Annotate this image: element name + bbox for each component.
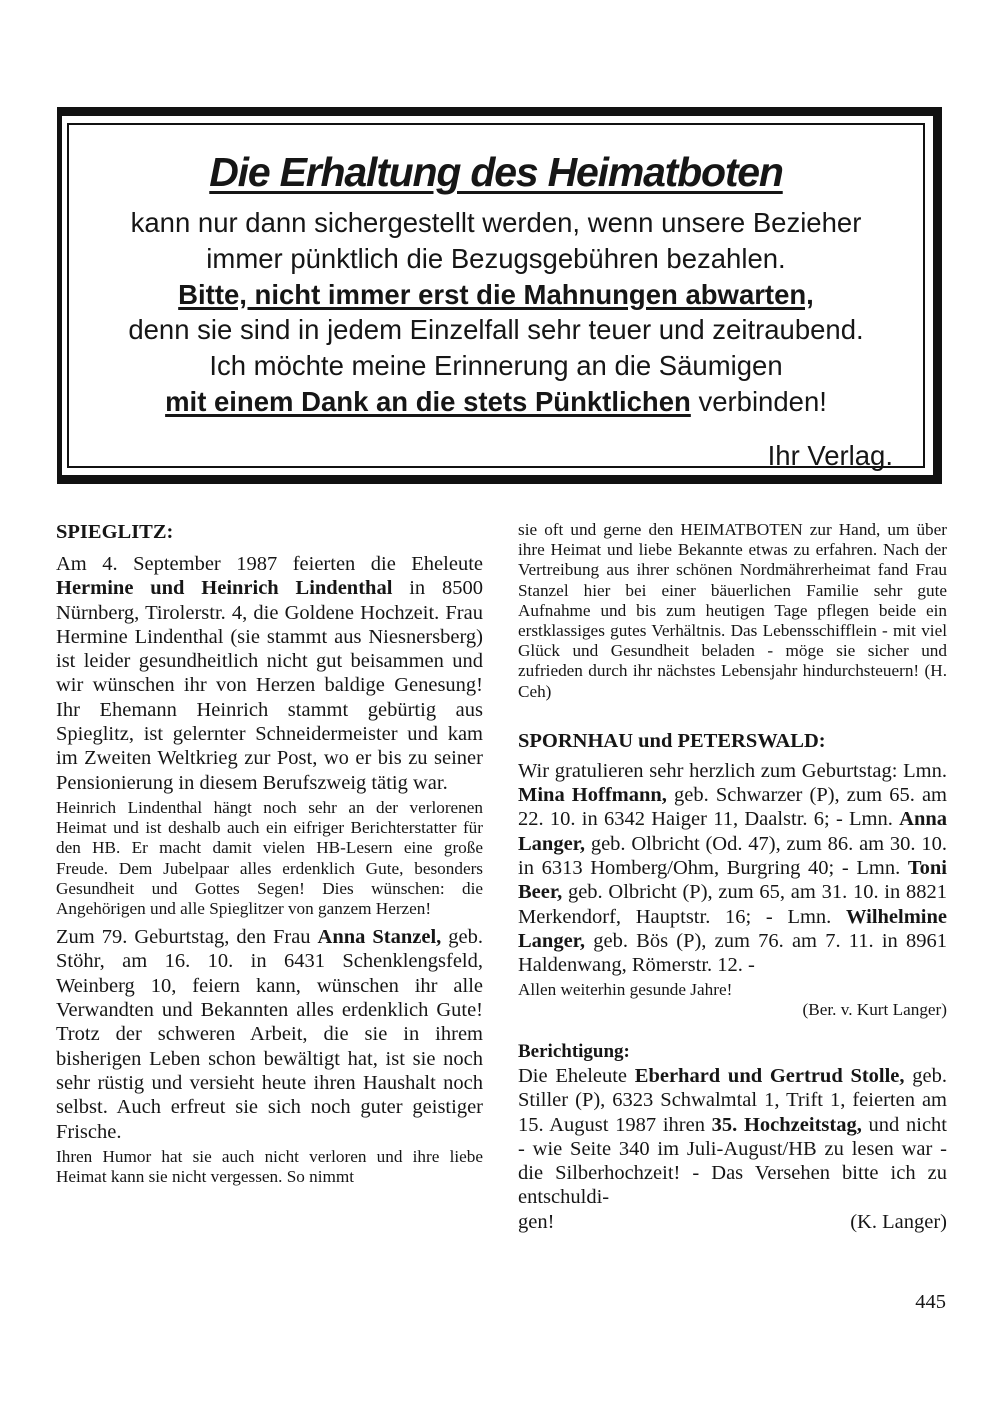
text: in 8500 Nürnberg, Tirolerstr. 4, die Goldene Hochzeit. Frau Hermine Lindenthal (sie stammt aus Niesnersberg) ist leider gesundheitlich nicht gut beisammen und wir wünschen ihr von Herzen baldige Genesung! Ihr Ehemann Heinrich stammt gebürtig aus Spieglitz, ist gelernter Schneidermeister und kam im Zweiten Weltkrieg zur Post, wo er bis zu seiner Pensionierung in diesem Berufszweig tätig war. (56, 577, 483, 794)
text: und nicht - wie Seite 340 im Juli-August/HB zu lesen war - die Silberhochzeit! - Das Versehen bitte ich zu entschuldi- (518, 1113, 947, 1209)
text: geb. Stiller (P), 6323 Schwalmtal 1, Trift 1, feierten am 15. August 1987 ihren (518, 1064, 947, 1136)
text: geb. Schwarzer (P), zum 65. am 22. 10. in 6342 Haiger 11, Daalstr. 6; - Lmn. (518, 784, 947, 831)
text: geb. Stöhr, am 16. 10. in 6431 Schenklengsfeld, Weinberg 10, feiern kann, wünschen ihr alle Verwandten und Bekannten alles erdenklich Gute! Trotz der schweren Arbeit, die sie in ihrem bisherigen Leben schon bewältigt hat, ist sie noch sehr rüstig und versieht heute ihren Haushalt noch selbst. Auch erfreut sie sich noch guter geistiger Frische. (56, 926, 483, 1143)
notice-line-1: kann nur dann sichergestellt werden, wenn unsere Bezieher (130, 207, 862, 238)
notice-line-2: immer pünktlich die Bezugsgebühren bezahlen. (206, 242, 786, 274)
paragraph-birthdays (518, 759, 947, 978)
name-toni-beer: Toni Beer, (518, 857, 947, 904)
notice-emphasis-reminder: Bitte, nicht immer erst die Mahnungen abwarten, (178, 278, 814, 310)
text: geb. Olbricht (P), zum 65, am 31. 10. in 8821 Merkendorf, Hauptstr. 16; - Lmn. (518, 881, 947, 928)
text: gen! (518, 1210, 555, 1233)
notice-box (57, 107, 942, 484)
paragraph-lindenthal (56, 552, 483, 795)
text: Zum 79. Geburtstag, den Frau (56, 926, 318, 949)
notice-line-4: denn sie sind in jedem Einzelfall sehr teuer und zeitraubend. (128, 314, 864, 346)
anniversary-35: 35. Hochzeitstag, (711, 1113, 862, 1136)
notice-emphasis-thanks: mit einem Dank an die stets Pünktlichen (165, 385, 691, 417)
text: geb. Bös (P), zum 76. am 7. 11. in 8961 Haldenwang, Römerstr. 12. - (518, 929, 947, 977)
text: Die Eheleute (518, 1064, 635, 1087)
birthday-closing: Allen weiterhin gesunde Jahre! (518, 979, 733, 999)
text: Am 4. September 1987 feierten die Eheleute (56, 553, 483, 575)
paragraph-stanzel (56, 925, 483, 1144)
right-column (518, 520, 947, 1234)
text: geb. Olbricht (Od. 47), zum 86. am 30. 10. in 6313 Homberg/Ohm, Burgring 40; - Lmn. (518, 832, 947, 880)
names-stolle: Eberhard und Gertrud Stolle, (634, 1064, 905, 1087)
notice-line-6-rest: verbinden! (690, 385, 827, 417)
notice-line-3 (69, 277, 923, 313)
section-heading-spieglitz: SPIEGLITZ: (56, 521, 174, 543)
name-anna-langer: Anna Langer, (518, 808, 947, 855)
notice-title: Die Erhaltung des Heimatboten (209, 149, 783, 195)
paragraph-stanzel-humor: Ihren Humor hat sie auch nicht verloren und ihre liebe Heimat kann sie nicht vergessen. So nimmt (56, 1146, 483, 1187)
paragraph-correction (518, 1064, 947, 1210)
page-number: 445 (915, 1291, 946, 1313)
text: Wir gratulieren sehr herzlich zum Geburtstag: Lmn. (518, 759, 947, 782)
correction-last-line (518, 1210, 947, 1234)
notice-line-6 (69, 384, 923, 420)
left-column (56, 520, 483, 1187)
signature-k-langer: (K. Langer) (850, 1210, 947, 1233)
paragraph-lindenthal-wishes: Heinrich Lindenthal hängt noch sehr an der verlorenen Heimat und ist deshalb auch ein eifriger Berichterstatter für den HB. Er macht damit vielen HB-Lesern eine große Freude. Dem Jubelpaar alles erdenklich Gute, besonders Gesundheit und Gottes Segen! Dies wünschen: die Angehörigen und alle Spieglitzer von ganzem Herzen! (56, 797, 483, 918)
names-lindenthal: Hermine und Heinrich Lindenthal (56, 577, 393, 600)
section-heading-spornhau: SPORNHAU und PETERSWALD: (518, 729, 826, 752)
name-wilhelmine-langer: Wilhelmine Langer, (518, 905, 947, 952)
notice-line-5: Ich möchte meine Erinnerung an die Säumigen (209, 350, 783, 382)
notice-signature: Ihr Verlag. (767, 440, 893, 471)
section-heading-correction: Berichtigung: (518, 1040, 630, 1062)
paragraph-stanzel-continued: sie oft und gerne den HEIMATBOTEN zur Hand, um über ihre Heimat und liebe Bekannte etwas zu erfahren. Nach der Vertreibung aus ihrer schönen Nordmährerheimat fand Frau Stanzel hier bei einer bäuerlichen Familie sehr gute Aufnahme und bis zum heutigen Tage pflegen beide ein erstklassiges gutes Verhältnis. Das Lebensschifflein - mit viel Glück und Gesundheit beladen - möge sie sicher und zufrieden durch ihr nächstes Lebensjahr hindurchsteuern! (H. Ceh) (518, 520, 947, 701)
signature-kurt-langer: (Ber. v. Kurt Langer) (802, 999, 947, 1019)
notice-inner-frame (67, 123, 925, 471)
name-stanzel: Anna Stanzel, (317, 926, 442, 949)
name-mina-hoffmann: Mina Hoffmann, (518, 784, 667, 807)
